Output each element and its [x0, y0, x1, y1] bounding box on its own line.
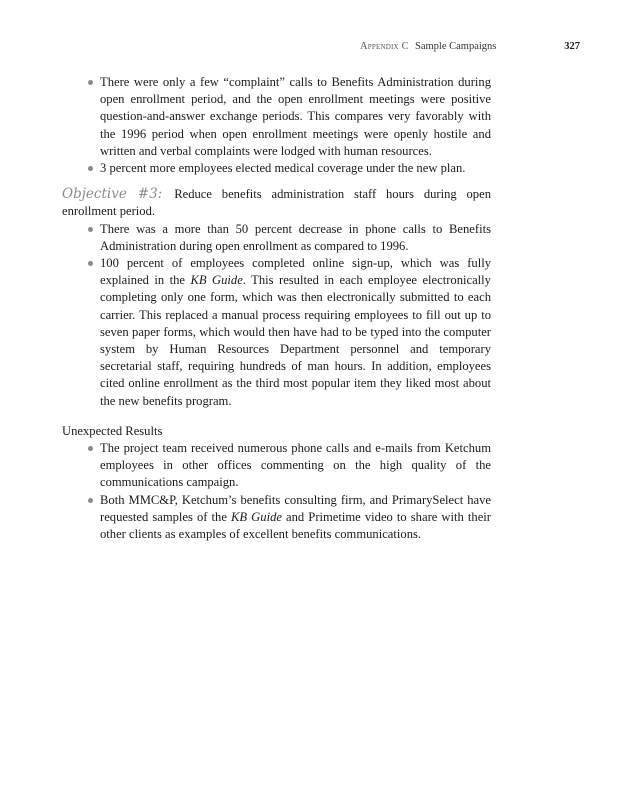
section-subheading: Unexpected Results — [62, 423, 163, 438]
page-number: 327 — [564, 41, 580, 52]
list-item — [62, 492, 491, 544]
objective-text: Reduce benefits administration staff hours during open enrollment period. — [62, 187, 491, 219]
list-item — [62, 221, 491, 255]
list-item — [62, 160, 491, 177]
running-header — [60, 41, 580, 57]
page-body — [62, 74, 491, 543]
bullet-icon — [88, 227, 93, 232]
text-run: Both MMC&P, Ketchum’s benefits consulting firm, and PrimarySelect have requested samples of the — [100, 492, 491, 524]
bullet-icon — [88, 261, 93, 266]
list-item — [62, 74, 491, 160]
text-run: and Primetime video to share with their other clients as examples of excellent benefits communications. — [100, 509, 491, 542]
list-item-text: There was a more than 50 percent decrease in phone calls to Benefits Administration during open enrollment as compared to 1996. — [100, 221, 491, 253]
list-item-text: 3 percent more employees elected medical coverage under the new plan. — [100, 161, 466, 176]
objective-paragraph — [62, 186, 491, 220]
list-item-text — [90, 492, 491, 544]
results-list-2 — [62, 221, 491, 410]
list-item-text: The project team received numerous phone calls and e-mails from Ketchum employees in other offices commenting on the high quality of the communications campaign. — [100, 441, 491, 490]
bullet-icon — [88, 166, 93, 171]
results-list-1 — [62, 74, 491, 177]
list-item-text — [90, 255, 491, 410]
list-item — [62, 255, 491, 410]
header-appendix-label: Appendix C — [360, 41, 409, 52]
text-run: 100 percent of employees completed online sign-up, which was fully explained in the — [100, 256, 491, 288]
bullet-icon — [88, 80, 93, 85]
text-run: . This resulted in each employee electronically completing only one form, which was then electronically submitted to each carrier. This replaced a manual process requiring employees to fill out up to seven paper forms, which would then have had to be typed into the computer system by Human Resources Department personnel and temporary secretarial staff, requiring hundreds of man hours. In addition, employees cited online enrollment as the third most popular item they liked most about the new benefits program. — [100, 273, 491, 408]
kb-guide-title: KB Guide — [190, 273, 243, 288]
list-item-text: There were only a few “complaint” calls to Benefits Administration during open enrollment period, and the open enrollment meetings were positive question-and-answer exchange periods. This compares very favorably with the 1996 period when open enrollment meetings were openly hostile and written and verbal complaints were lodged with human resources. — [100, 75, 491, 158]
bullet-icon — [88, 498, 93, 503]
kb-guide-title: KB Guide — [231, 509, 282, 524]
unexpected-results-list — [62, 440, 491, 543]
list-item — [62, 440, 491, 492]
header-section-title: Sample Campaigns — [415, 41, 497, 52]
objective-label: Objective #3: — [62, 186, 163, 203]
